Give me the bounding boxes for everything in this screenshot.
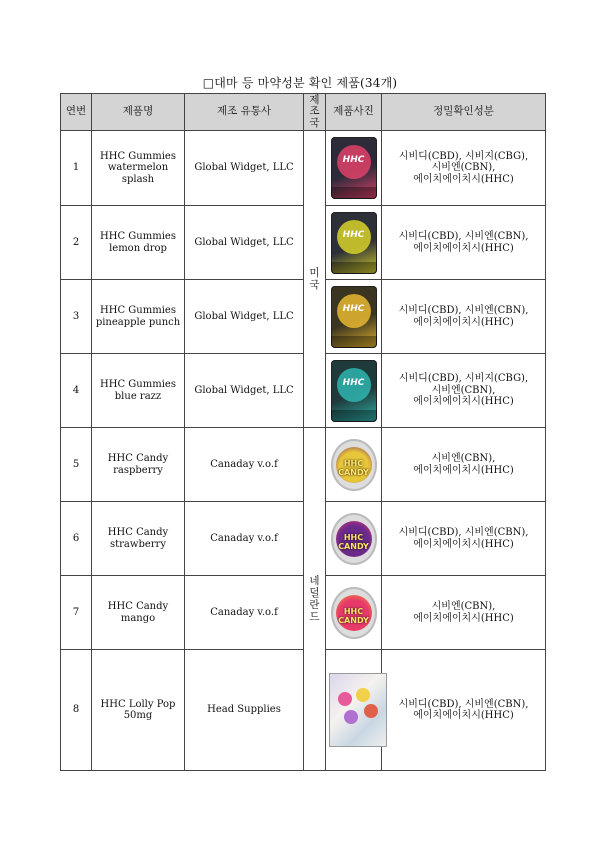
country-char: 미 <box>309 267 320 279</box>
table-row <box>61 650 546 771</box>
manufacturer: Global Widget, LLC <box>185 354 304 428</box>
ingredient-line: 시비디(CBD), 시비지(CBG), <box>398 373 529 385</box>
package-logo: HHC CANDY <box>338 606 369 625</box>
product-name-line: HHC Gummies <box>100 305 176 316</box>
country-usa <box>304 131 326 428</box>
ingredients <box>382 206 546 280</box>
row-number: 7 <box>61 576 92 650</box>
product-name-line: blue razz <box>114 390 162 402</box>
table-row <box>61 502 546 576</box>
ingredient-line: 에이치에이치시(HHC) <box>413 242 514 254</box>
header-ingredients: 정밀확인성분 <box>382 94 546 131</box>
product-name-line: HHC Gummies <box>100 379 176 390</box>
product-name-line: 50mg <box>123 710 153 721</box>
manufacturer: Canaday v.o.f <box>185 502 304 576</box>
ingredient-line: 에이치에이치시(HHC) <box>413 396 514 408</box>
ingredient-line: 시비엔(CBN), <box>431 162 496 174</box>
product-name-line: splash <box>121 173 155 185</box>
ingredient-line: 시비디(CBD), 시비엔(CBN), <box>398 231 529 242</box>
product-photo <box>326 650 382 771</box>
ingredient-line: 시비엔(CBN), <box>431 384 496 396</box>
ingredient-line: 시비엔(CBN), <box>431 453 496 464</box>
ingredient-line: 에이치에이치시(HHC) <box>413 316 514 328</box>
table-row <box>61 576 546 650</box>
ingredient-line: 에이치에이치시(HHC) <box>413 173 514 185</box>
product-photo <box>326 131 382 206</box>
table-row <box>61 206 546 280</box>
product-name <box>92 428 185 502</box>
product-name-line: mango <box>120 612 156 624</box>
manufacturer: Global Widget, LLC <box>185 131 304 206</box>
document-title: □대마 등 마약성분 확인 제품(34개) <box>202 76 398 90</box>
country-char: 드 <box>309 611 320 623</box>
product-name <box>92 650 185 771</box>
table-row <box>61 280 546 354</box>
package-logo: HHC CANDY <box>338 458 369 477</box>
ingredients <box>382 428 546 502</box>
product-name-line: pineapple punch <box>95 316 181 328</box>
ingredient-line: 시비디(CBD), 시비엔(CBN), <box>398 527 529 538</box>
ingredients <box>382 650 546 771</box>
row-number: 4 <box>61 354 92 428</box>
package-logo: HHC <box>342 229 365 240</box>
ingredient-line: 에이치에이치시(HHC) <box>413 538 514 550</box>
header-no: 연번 <box>61 94 92 131</box>
ingredients <box>382 354 546 428</box>
product-name <box>92 502 185 576</box>
header-photo: 제품사진 <box>326 94 382 131</box>
country-netherlands <box>304 428 326 771</box>
ingredients <box>382 576 546 650</box>
product-photo <box>326 280 382 354</box>
table-row <box>61 131 546 206</box>
ingredient-line: 시비디(CBD), 시비엔(CBN), <box>398 698 529 710</box>
ingredient-line: 시비디(CBD), 시비엔(CBN), <box>398 305 529 316</box>
row-number: 6 <box>61 502 92 576</box>
ingredient-line: 에이치에이치시(HHC) <box>413 612 514 624</box>
ingredients <box>382 280 546 354</box>
country-char: 국 <box>309 279 320 291</box>
ingredients <box>382 131 546 206</box>
product-name-line: HHC Candy <box>107 527 169 538</box>
product-name <box>92 206 185 280</box>
product-name <box>92 576 185 650</box>
manufacturer: Global Widget, LLC <box>185 280 304 354</box>
product-name <box>92 131 185 206</box>
row-number: 2 <box>61 206 92 280</box>
ingredient-line: 에이치에이치시(HHC) <box>413 710 514 721</box>
header-manufacturer: 제조 유통사 <box>185 94 304 131</box>
product-name-line: HHC Gummies <box>100 231 176 242</box>
product-table <box>60 93 546 771</box>
package-logo: HHC <box>342 377 365 388</box>
product-name-line: watermelon <box>107 162 169 174</box>
table-row <box>61 354 546 428</box>
product-name-line: strawberry <box>110 538 166 550</box>
product-name-line: HHC Lolly Pop <box>100 698 176 710</box>
product-photo <box>326 502 382 576</box>
package-logo: HHC <box>342 303 365 314</box>
product-name-line: HHC Candy <box>107 453 169 464</box>
manufacturer: Canaday v.o.f <box>185 576 304 650</box>
row-number: 3 <box>61 280 92 354</box>
product-name-line: HHC Gummies <box>100 150 176 162</box>
header-product-name: 제품명 <box>92 94 185 131</box>
product-photo <box>326 576 382 650</box>
product-name-line: HHC Candy <box>107 601 169 612</box>
ingredients <box>382 502 546 576</box>
product-name-line: raspberry <box>113 464 163 476</box>
manufacturer: Global Widget, LLC <box>185 206 304 280</box>
country-char: 덜 <box>309 587 320 599</box>
row-number: 5 <box>61 428 92 502</box>
row-number: 8 <box>61 650 92 771</box>
product-name <box>92 354 185 428</box>
row-number: 1 <box>61 131 92 206</box>
product-photo <box>326 206 382 280</box>
table-row <box>61 428 546 502</box>
country-char: 네 <box>309 575 320 587</box>
package-logo: HHC <box>342 155 365 165</box>
product-photo <box>326 428 382 502</box>
header-country: 제 조 국 <box>304 94 326 131</box>
ingredient-line: 시비디(CBD), 시비지(CBG), <box>398 150 529 162</box>
ingredient-line: 에이치에이치시(HHC) <box>413 464 514 476</box>
country-char: 란 <box>309 599 320 611</box>
product-name <box>92 280 185 354</box>
ingredient-line: 시비엔(CBN), <box>431 601 496 612</box>
manufacturer: Head Supplies <box>185 650 304 771</box>
table-header-row <box>61 94 546 131</box>
package-logo: HHC CANDY <box>338 532 369 551</box>
product-name-line: lemon drop <box>109 242 167 254</box>
product-photo <box>326 354 382 428</box>
manufacturer: Canaday v.o.f <box>185 428 304 502</box>
